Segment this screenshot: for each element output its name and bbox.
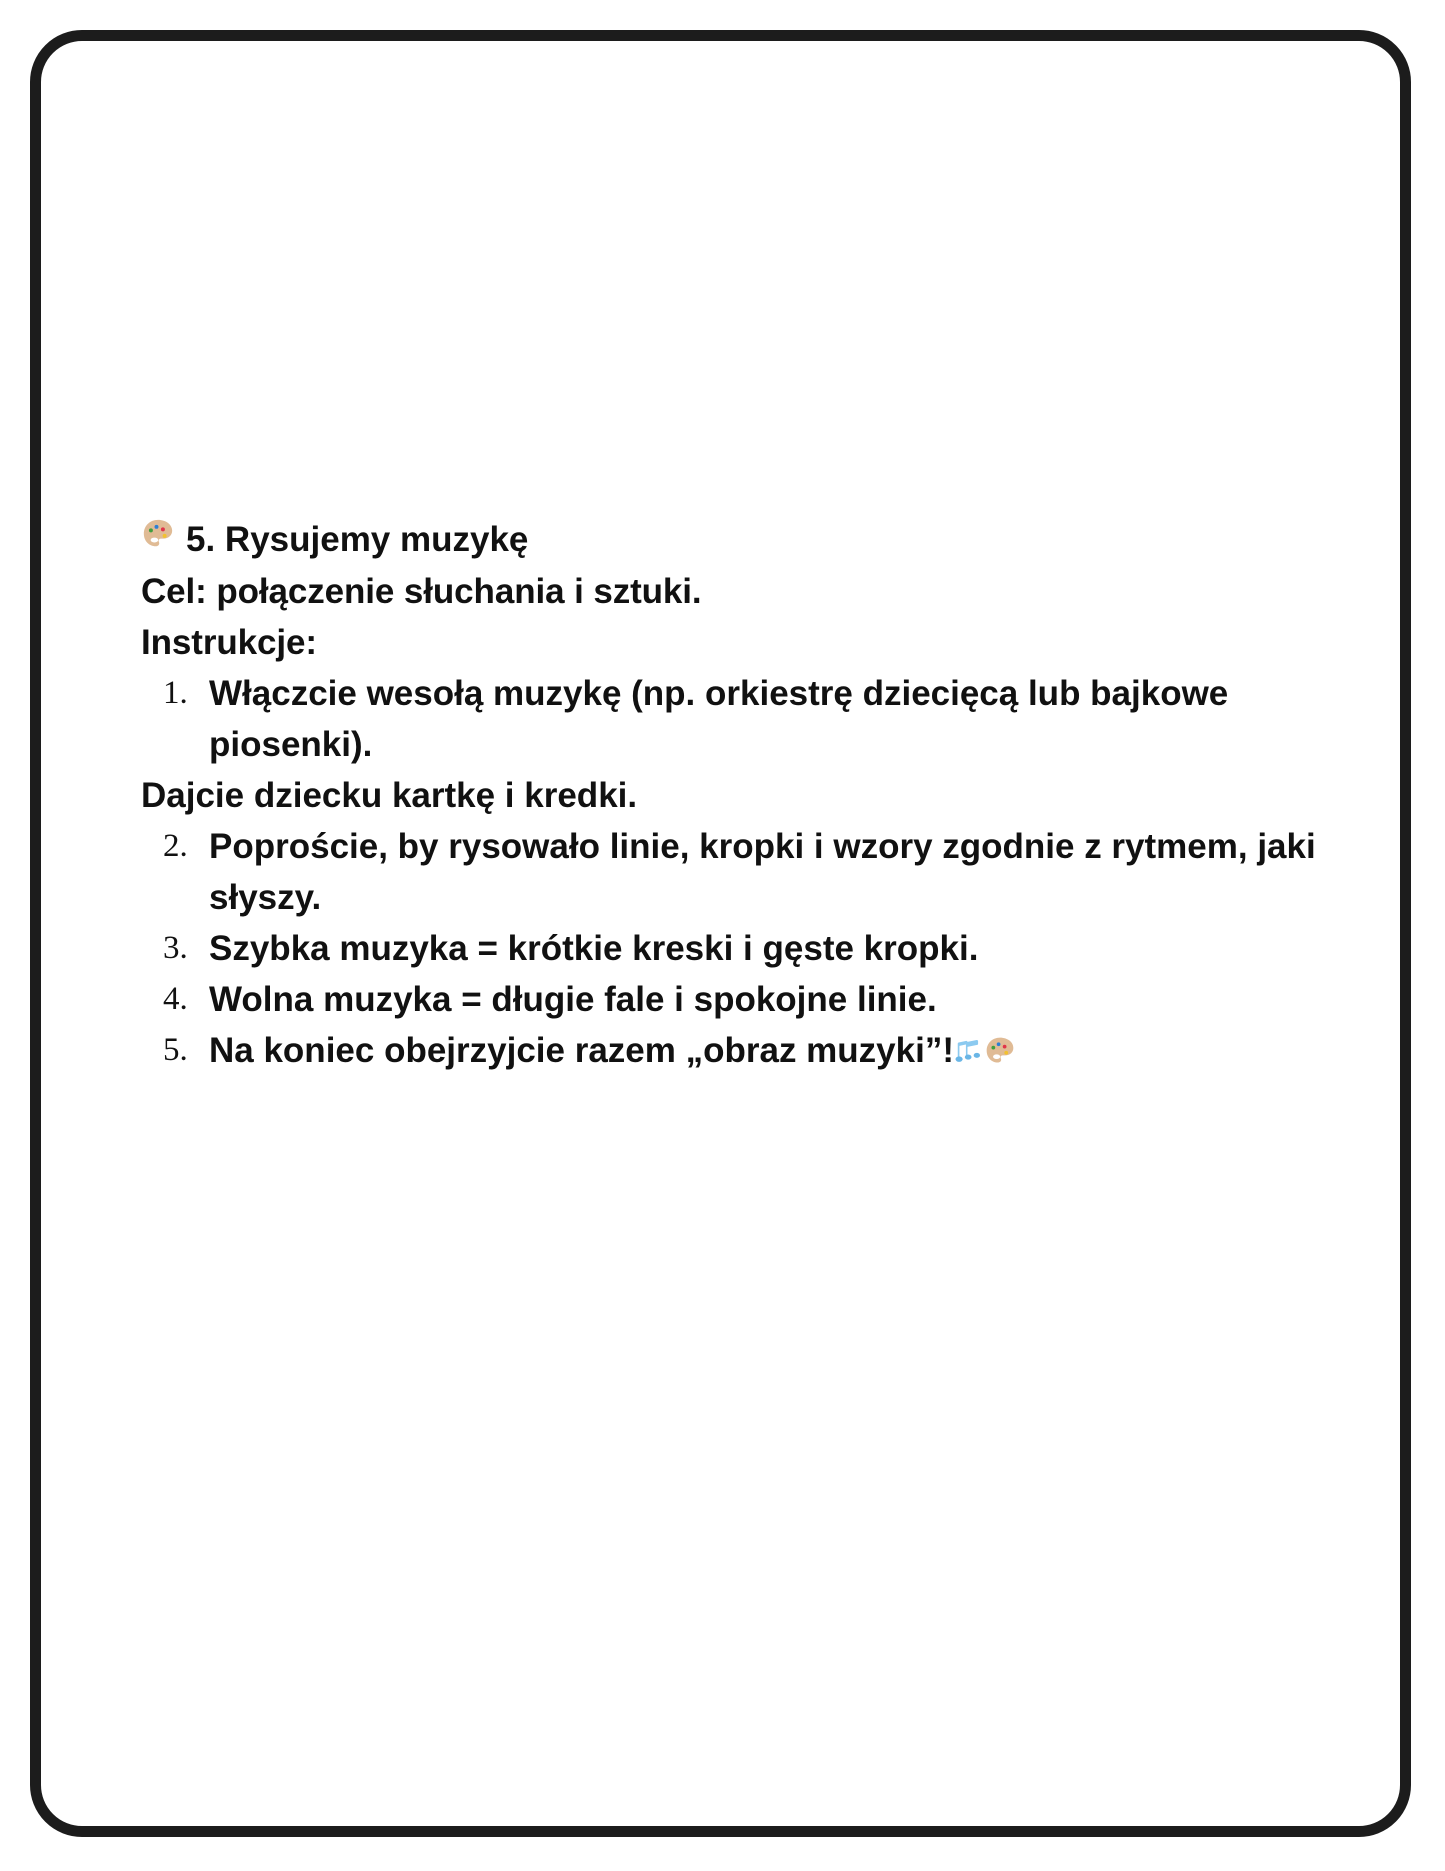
- list-item-number: 3.: [163, 930, 188, 966]
- steps-list-first: [141, 668, 1320, 770]
- list-item: [141, 1025, 1320, 1076]
- rounded-card: [30, 30, 1411, 1837]
- instructions-label: Instrukcje:: [141, 623, 317, 662]
- list-item-number: 1.: [163, 675, 188, 711]
- activity-title: [141, 513, 1320, 566]
- list-item-text: [209, 1025, 1320, 1076]
- card-inner: [41, 41, 1400, 1826]
- list-item-text: Poproście, by rysowało linie, kropki i wzory zgodnie z rytmem, jaki słyszy.: [209, 827, 1316, 917]
- list-item-text-body: Na koniec obejrzyjcie razem „obraz muzyki”!: [209, 1031, 954, 1070]
- list-item-text: Szybka muzyka = krótkie kreski i gęste kropki.: [209, 929, 979, 968]
- list-item: [141, 668, 1320, 770]
- list-item-number: 5.: [163, 1032, 188, 1068]
- activity-title-text: 5. Rysujemy muzykę: [186, 520, 529, 559]
- musical-notes-icon: [954, 1037, 984, 1073]
- list-item-text: Wolna muzyka = długie fale i spokojne linie.: [209, 980, 937, 1019]
- goal-line: Cel: połączenie słuchania i sztuki.: [141, 572, 702, 611]
- activity-text-block: [141, 513, 1320, 1076]
- list-item: [141, 821, 1320, 923]
- standalone-instruction-line: Dajcie dziecku kartkę i kredki.: [141, 776, 638, 815]
- list-item-number: 2.: [163, 828, 188, 864]
- artist-palette-icon: [141, 517, 175, 557]
- list-item: [141, 923, 1320, 974]
- list-item-text: Włączcie wesołą muzykę (np. orkiestrę dziecięcą lub bajkowe piosenki).: [209, 674, 1229, 764]
- artist-palette-icon-trailing: [984, 1035, 1016, 1073]
- list-item: [141, 974, 1320, 1025]
- list-item-number: 4.: [163, 981, 188, 1017]
- steps-list-second: [141, 821, 1320, 1076]
